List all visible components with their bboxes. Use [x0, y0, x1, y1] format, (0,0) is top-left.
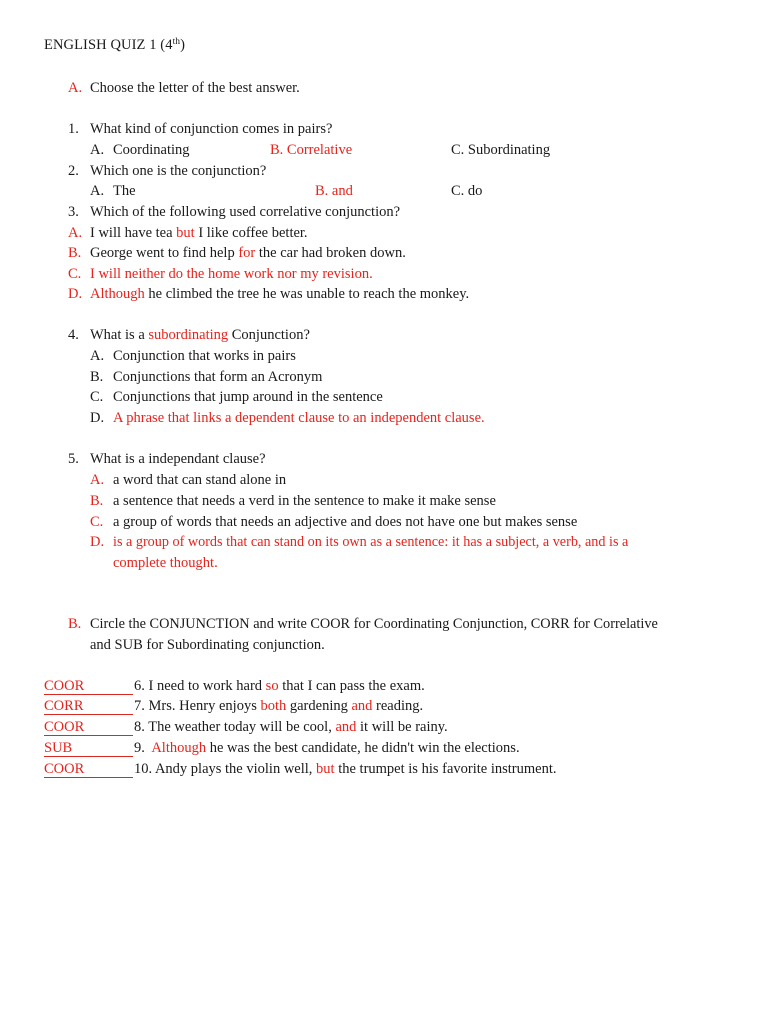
- item-10-text-post: the trumpet is his favorite instrument.: [334, 761, 557, 777]
- q1-option-b: B. Correlative: [270, 142, 353, 158]
- q2-option-a: The: [113, 183, 136, 199]
- q3-option-c: I will neither do the home work nor my revision.: [90, 266, 373, 282]
- item-7-answer: CORR: [44, 699, 133, 715]
- item-6-answer: COOR: [44, 679, 133, 695]
- item-9-text-post: he was the best candidate, he didn't win the elections.: [206, 740, 520, 756]
- q2-option-c: C. do: [451, 183, 483, 199]
- q4-keyword: subordinating: [148, 327, 229, 343]
- item-9-sentence: [134, 741, 520, 756]
- item-10-conjunction: but: [316, 761, 335, 777]
- q3-a-text-post: I like coffee better.: [194, 225, 308, 241]
- q3-d-text-post: he climbed the tree he was unable to reach the monkey.: [144, 286, 470, 302]
- item-6-conjunction: so: [265, 678, 279, 694]
- q5-option-b-letter: B.: [90, 493, 104, 509]
- q3-option-b: [90, 246, 406, 261]
- q5-option-d-letter: D.: [90, 534, 105, 550]
- q4-option-a: Conjunction that works in pairs: [113, 348, 296, 364]
- q3-b-text-post: the car had broken down.: [255, 245, 406, 261]
- q4-option-d: A phrase that links a dependent clause to an independent clause.: [113, 410, 485, 426]
- q4-option-d-letter: D.: [90, 410, 105, 426]
- item-7-number: 7.: [134, 698, 145, 714]
- q3-b-text-pre: George went to find help: [90, 245, 239, 261]
- part-b-instruction-line2: and SUB for Subordinating conjunction.: [90, 637, 325, 653]
- q2-number: 2.: [68, 163, 79, 179]
- item-7-conjunction-1: both: [260, 698, 287, 714]
- q4-option-b: Conjunctions that form an Acronym: [113, 369, 323, 385]
- quiz-title: [44, 38, 185, 53]
- item-6-sentence: [134, 679, 425, 694]
- q1-question: What kind of conjunction comes in pairs?: [90, 121, 333, 137]
- part-a-letter: A.: [68, 80, 83, 96]
- q3-option-a-letter: A.: [68, 225, 83, 241]
- item-10-number: 10.: [134, 761, 153, 777]
- item-7-conjunction-2: and: [351, 698, 373, 714]
- item-7-text-pre: Mrs. Henry enjoys: [144, 698, 261, 714]
- q3-d-conjunction: Although: [90, 286, 145, 302]
- q3-option-b-letter: B.: [68, 245, 82, 261]
- item-6-number: 6.: [134, 678, 145, 694]
- q1-number: 1.: [68, 121, 79, 137]
- item-9-answer: SUB: [44, 741, 133, 757]
- item-8-sentence: [134, 720, 448, 735]
- item-7-sentence: [134, 699, 423, 714]
- part-a-instruction: Choose the letter of the best answer.: [90, 80, 300, 96]
- q5-option-c-letter: C.: [90, 514, 104, 530]
- q2-option-a-letter: A.: [90, 183, 105, 199]
- item-8-text-post: it will be rainy.: [356, 719, 448, 735]
- q1-option-a-letter: A.: [90, 142, 105, 158]
- q5-number: 5.: [68, 451, 79, 467]
- q5-option-a-letter: A.: [90, 472, 105, 488]
- title-text: ENGLISH QUIZ 1 (4: [44, 37, 173, 53]
- q5-question: What is a independant clause?: [90, 451, 266, 467]
- item-6-text-post: that I can pass the exam.: [278, 678, 425, 694]
- q4-number: 4.: [68, 327, 79, 343]
- q3-option-d-letter: D.: [68, 286, 83, 302]
- q5-option-a: a word that can stand alone in: [113, 472, 287, 488]
- item-9-conjunction: Although: [151, 740, 207, 756]
- q4-option-b-letter: B.: [90, 369, 104, 385]
- item-10-sentence: [134, 762, 556, 777]
- q3-a-conjunction: but: [176, 225, 195, 241]
- q3-question: Which of the following used correlative conjunction?: [90, 204, 401, 220]
- q2-option-b: B. and: [315, 183, 353, 199]
- q5-option-d-line2: complete thought.: [113, 555, 218, 571]
- part-b-instruction-line1: Circle the CONJUNCTION and write COOR for Coordinating Conjunction, CORR for Correlative: [90, 616, 658, 632]
- item-6-text-pre: I need to work hard: [144, 678, 266, 694]
- q3-option-a: [90, 226, 308, 241]
- item-7-text-mid: gardening: [286, 698, 352, 714]
- item-9-number: 9.: [134, 740, 145, 756]
- item-10-answer: COOR: [44, 762, 133, 778]
- title-superscript: th: [172, 37, 181, 47]
- item-7-text-post: reading.: [372, 698, 424, 714]
- title-close-paren: ): [180, 37, 186, 53]
- item-8-text-pre: The weather today will be cool,: [144, 719, 336, 735]
- q3-option-c-letter: C.: [68, 266, 82, 282]
- item-10-text-pre: Andy plays the violin well,: [152, 761, 317, 777]
- q4-text-post: Conjunction?: [228, 327, 310, 343]
- q4-option-c: Conjunctions that jump around in the sentence: [113, 389, 383, 405]
- q2-question: Which one is the conjunction?: [90, 163, 267, 179]
- q4-question: [90, 328, 310, 343]
- item-8-number: 8.: [134, 719, 145, 735]
- q3-option-d: [90, 287, 469, 302]
- q1-option-c: C. Subordinating: [451, 142, 551, 158]
- q3-b-conjunction: for: [238, 245, 256, 261]
- item-8-conjunction: and: [335, 719, 357, 735]
- q3-number: 3.: [68, 204, 79, 220]
- item-8-answer: COOR: [44, 720, 133, 736]
- q3-a-text-pre: I will have tea: [90, 225, 177, 241]
- q4-text-pre: What is a: [90, 327, 149, 343]
- q1-option-a: Coordinating: [113, 142, 190, 158]
- q5-option-b: a sentence that needs a verd in the sentence to make it make sense: [113, 493, 496, 509]
- q5-option-d-line1: is a group of words that can stand on its own as a sentence: it has a subject, a verb, and is a: [113, 534, 629, 550]
- q5-option-c: a group of words that needs an adjective and does not have one but makes sense: [113, 514, 578, 530]
- q4-option-c-letter: C.: [90, 389, 104, 405]
- q4-option-a-letter: A.: [90, 348, 105, 364]
- part-b-letter: B.: [68, 616, 82, 632]
